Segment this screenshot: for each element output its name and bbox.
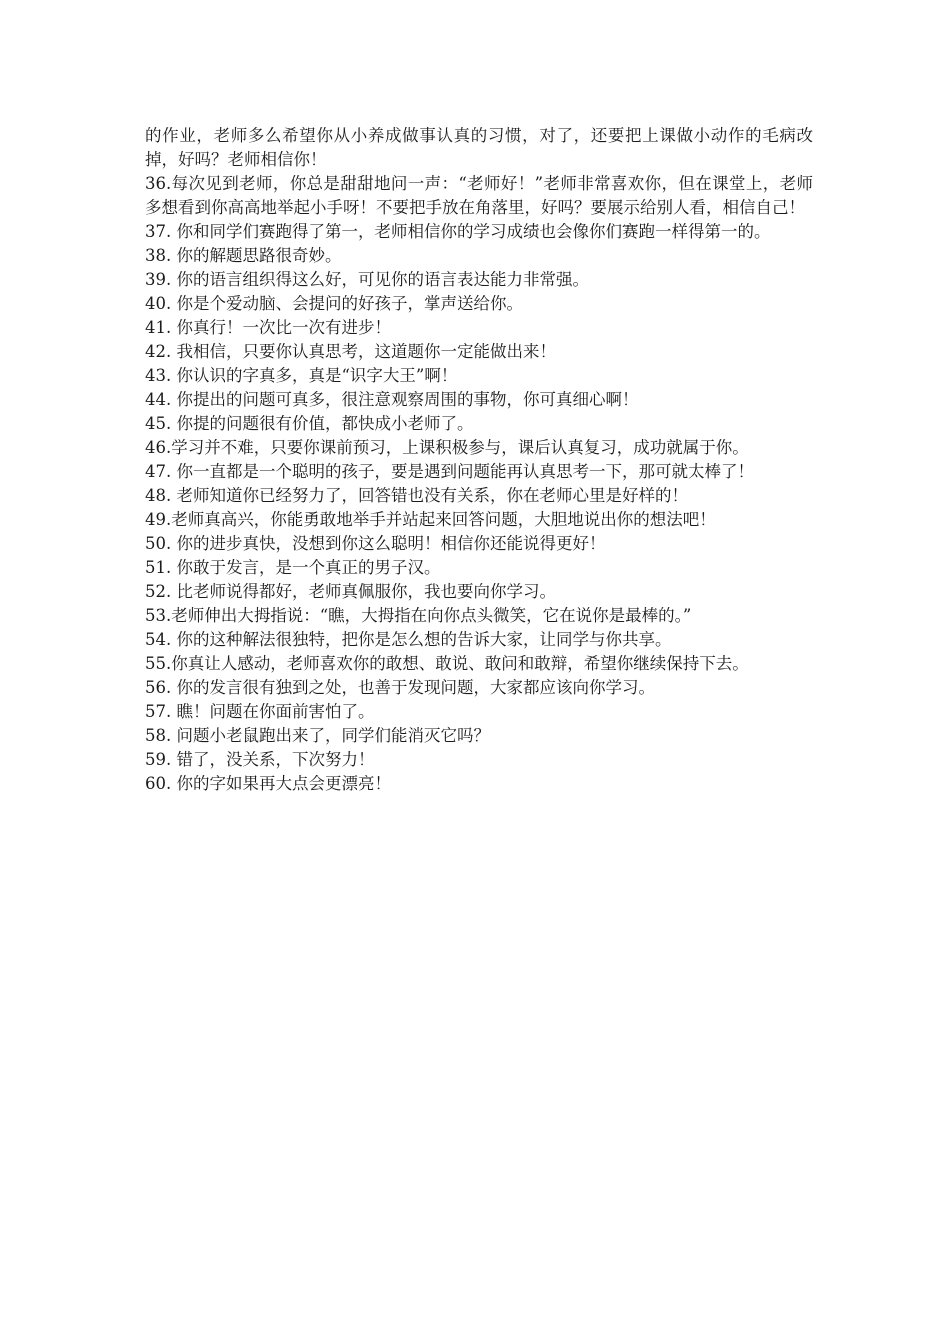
paragraph: 的作业，老师多么希望你从小养成做事认真的习惯，对了，还要把上课做小动作的毛病改掉，好吗？老师相信你！: [145, 126, 813, 169]
paragraph: 60. 你的字如果再大点会更漂亮！: [145, 774, 391, 793]
paragraph: 45. 你提的问题很有价值，都快成小老师了。: [145, 414, 474, 433]
paragraph: 46.学习并不难，只要你课前预习，上课积极参与，课后认真复习，成功就属于你。: [145, 438, 749, 457]
paragraph: 38. 你的解题思路很奇妙。: [145, 246, 342, 265]
paragraph: 49.老师真高兴，你能勇敢地举手并站起来回答问题，大胆地说出你的想法吧！: [145, 510, 716, 529]
paragraph: 50. 你的进步真快，没想到你这么聪明！相信你还能说得更好！: [145, 534, 606, 553]
document-body: [145, 124, 813, 796]
paragraph: 51. 你敢于发言，是一个真正的男子汉。: [145, 558, 441, 577]
paragraph: 39. 你的语言组织得这么好，可见你的语言表达能力非常强。: [145, 270, 589, 289]
paragraph: 47. 你一直都是一个聪明的孩子，要是遇到问题能再认真思考一下，那可就太棒了！: [145, 462, 754, 481]
paragraph: 40. 你是个爱动脑、会提问的好孩子，掌声送给你。: [145, 294, 523, 313]
paragraph: 54. 你的这种解法很独特，把你是怎么想的告诉大家，让同学与你共享。: [145, 630, 672, 649]
paragraph: 53.老师伸出大拇指说：“瞧，大拇指在向你点头微笑，它在说你是最棒的。”: [145, 606, 692, 625]
paragraph: 36.每次见到老师，你总是甜甜地问一声：“老师好！”老师非常喜欢你，但在课堂上，老师多想看到你高高地举起小手呀！不要把手放在角落里，好吗？要展示给别人看，相信自己！: [145, 174, 813, 217]
paragraph: 57. 瞧！问题在你面前害怕了。: [145, 702, 375, 721]
paragraph: 41. 你真行！一次比一次有进步！: [145, 318, 391, 337]
paragraph: 58. 问题小老鼠跑出来了，同学们能消灭它吗？: [145, 726, 490, 745]
paragraph: 52. 比老师说得都好，老师真佩服你，我也要向你学习。: [145, 582, 556, 601]
paragraph: 55.你真让人感动，老师喜欢你的敢想、敢说、敢问和敢辩，希望你继续保持下去。: [145, 654, 749, 673]
paragraph: 48. 老师知道你已经努力了，回答错也没有关系，你在老师心里是好样的！: [145, 486, 688, 505]
paragraph: 59. 错了，没关系，下次努力！: [145, 750, 375, 769]
paragraph: 43. 你认识的字真多，真是“识字大王”啊！: [145, 366, 458, 385]
paragraph: 42. 我相信，只要你认真思考，这道题你一定能做出来！: [145, 342, 556, 361]
paragraph: 44. 你提出的问题可真多，很注意观察周围的事物，你可真细心啊！: [145, 390, 639, 409]
paragraph: 37. 你和同学们赛跑得了第一，老师相信你的学习成绩也会像你们赛跑一样得第一的。: [145, 222, 771, 241]
paragraph: 56. 你的发言很有独到之处，也善于发现问题，大家都应该向你学习。: [145, 678, 655, 697]
